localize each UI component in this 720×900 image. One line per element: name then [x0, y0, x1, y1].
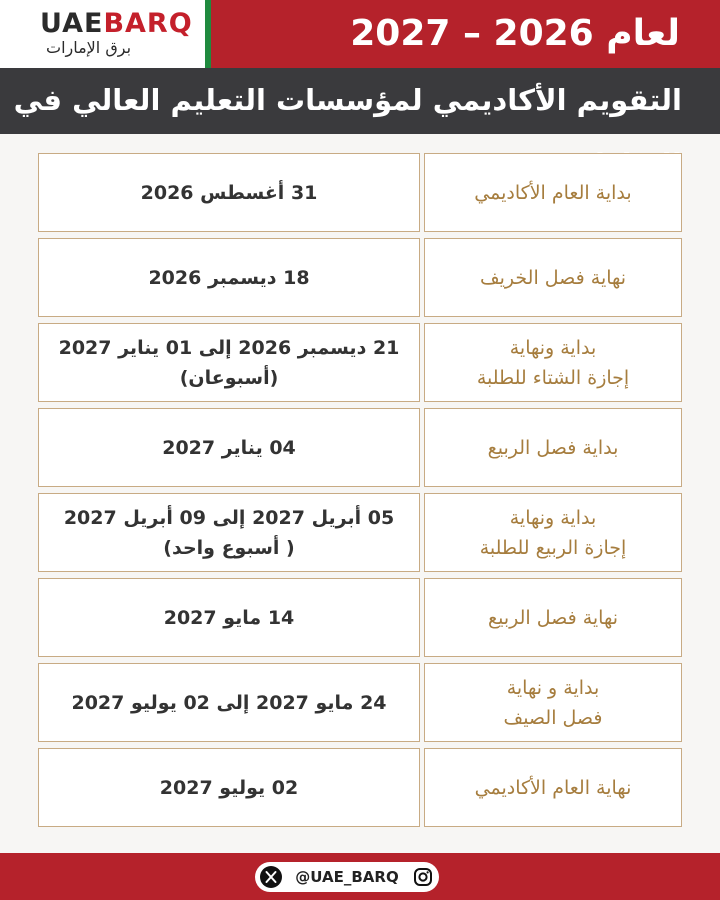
table-row	[38, 153, 682, 232]
table-row	[38, 493, 682, 572]
row-value: 31 أغسطس 2026	[38, 153, 420, 232]
table-row	[38, 748, 682, 827]
table-row	[38, 578, 682, 657]
row-label: نهاية العام الأكاديمي	[424, 748, 682, 827]
brand-logo[interactable]	[0, 0, 205, 68]
row-label: بداية العام الأكاديمي	[424, 153, 682, 232]
row-label: بداية ونهاية إجازة الربيع للطلبة	[424, 493, 682, 572]
row-value: 24 مايو 2027 إلى 02 يوليو 2027	[38, 663, 420, 742]
row-label: نهاية فصل الخريف	[424, 238, 682, 317]
page-title: التقويم الأكاديمي لمؤسسات التعليم العالي في	[0, 68, 720, 134]
social-handle[interactable]: @UAE_BARQ	[295, 868, 399, 886]
row-value: 05 أبريل 2027 إلى 09 أبريل 2027 ( أسبوع واحد)	[38, 493, 420, 572]
calendar-table	[38, 153, 682, 833]
top-bar	[0, 0, 720, 68]
table-row	[38, 663, 682, 742]
row-value: 21 ديسمبر 2026 إلى 01 يناير 2027 (أسبوعان)	[38, 323, 420, 402]
row-value: 04 يناير 2027	[38, 408, 420, 487]
instagram-icon[interactable]	[412, 866, 434, 888]
logo-arabic: برق الإمارات	[46, 38, 132, 57]
table-row	[38, 238, 682, 317]
row-value: 02 يوليو 2027	[38, 748, 420, 827]
x-icon[interactable]	[260, 866, 282, 888]
row-label: بداية ونهاية إجازة الشتاء للطلبة	[424, 323, 682, 402]
table-row	[38, 323, 682, 402]
row-label: بداية و نهاية فصل الصيف	[424, 663, 682, 742]
social-handle-pill[interactable]	[255, 862, 439, 892]
row-value: 14 مايو 2027	[38, 578, 420, 657]
row-label: بداية فصل الربيع	[424, 408, 682, 487]
table-row	[38, 408, 682, 487]
row-label: نهاية فصل الربيع	[424, 578, 682, 657]
footer-bar	[0, 853, 720, 900]
logo-wordmark: UAEBARQ	[40, 8, 193, 39]
year-title: لعام 2026 – 2027	[211, 0, 720, 68]
row-value: 18 ديسمبر 2026	[38, 238, 420, 317]
